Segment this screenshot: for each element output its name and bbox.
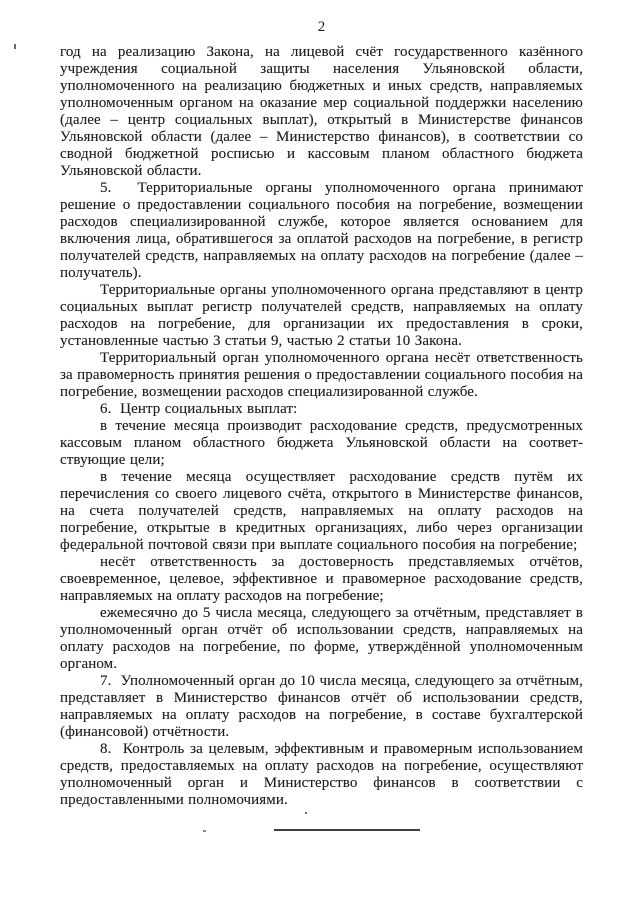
- paragraph-territorial-responsibility: Территориальный орган уполномоченного органа несёт ответственность за правомерность принятия решения о предоставлении социального пособия на погребение, возмещении расходов специализированной службе.: [60, 350, 583, 400]
- paragraph-item-6: 6. Центр социальных выплат:: [100, 401, 298, 417]
- paragraph-continuation: год на реализацию Закона, на лицевой счёт государственного казённого учреждения социальной защиты населения Ульяновской области, уполномоченного на реализацию бюджетных и иных средств, направляемых уполномоченным органом на оказание мер социальной поддержки населению (далее – центр социальных выплат), открытый в Министерстве финансов Ульяновской области (далее – Министерство финансов), в соответствии со сводной бюджетной росписью и кассовым планом областного бюджета Ульяновской области.: [60, 44, 583, 179]
- section-divider: [274, 829, 420, 831]
- paragraph-item-7: 7. Уполномоченный орган до 10 числа месяца, следующего за отчётным, представляет в Министерство финансов отчёт об использовании средств, направляемых на оплату расходов на погребение, в составе бухгалтерской (финансовой) отчётности.: [60, 673, 583, 740]
- page-number: 2: [317, 19, 326, 35]
- sub-paragraph-accountability: несёт ответственность за достоверность представляемых отчётов, своевременное, целевое, эффективное и правомерное расходование средств, направляемых на оплату расходов на погребение;: [60, 554, 583, 604]
- paragraph-item-5: 5. Территориальные органы уполномоченного органа принимают решение о предоставлении социального пособия на погребение, возмещении расходов специализированной службе, которое является основанием для включения лица, обратившегося за оплатой расходов на погребение, в регистр получателей средств, направляемых на оплату расходов на погребение (далее – получатель).: [60, 180, 583, 281]
- document-body: [60, 44, 583, 831]
- paragraph-item-8: 8. Контроль за целевым, эффективным и правомерным использованием средств, предоставляемых на оплату расходов на погребение, осуществляют уполномоченный орган и Министерство финансов в соответствии с предоставленными полномочиями.: [60, 741, 583, 808]
- scan-speck: [305, 812, 307, 814]
- scan-speck: [14, 44, 16, 49]
- scan-speck: [203, 830, 206, 832]
- sub-paragraph-transfers: в течение месяца осуществляет расходование средств путём их перечисления со своего лицевого счёта, открытого в Министерстве финансов, на счета получателей средств, направляемых на оплату расходов на погребение, открытые в кредитных организациях, либо через организации федеральной почтовой связи при выплате социального пособия на погребение;: [60, 469, 583, 553]
- sub-paragraph-spending: в течение месяца производит расходование средств, предусмотренных кассовым планом областного бюджета Ульяновской области на соответствующие цели;: [60, 418, 583, 468]
- sub-paragraph-monthly-report: ежемесячно до 5 числа месяца, следующего за отчётным, представляет в уполномоченный орган отчёт об использовании средств, направляемых на оплату расходов на погребение, по форме, утверждённой уполномоченным органом.: [60, 605, 583, 672]
- paragraph-territorial-registry: Территориальные органы уполномоченного органа представляют в центр социальных выплат регистр получателей средств, направляемых на оплату расходов на погребение, для организации их предоставления в сроки, установленные частью 3 статьи 9, частью 2 статьи 10 Закона.: [60, 282, 583, 349]
